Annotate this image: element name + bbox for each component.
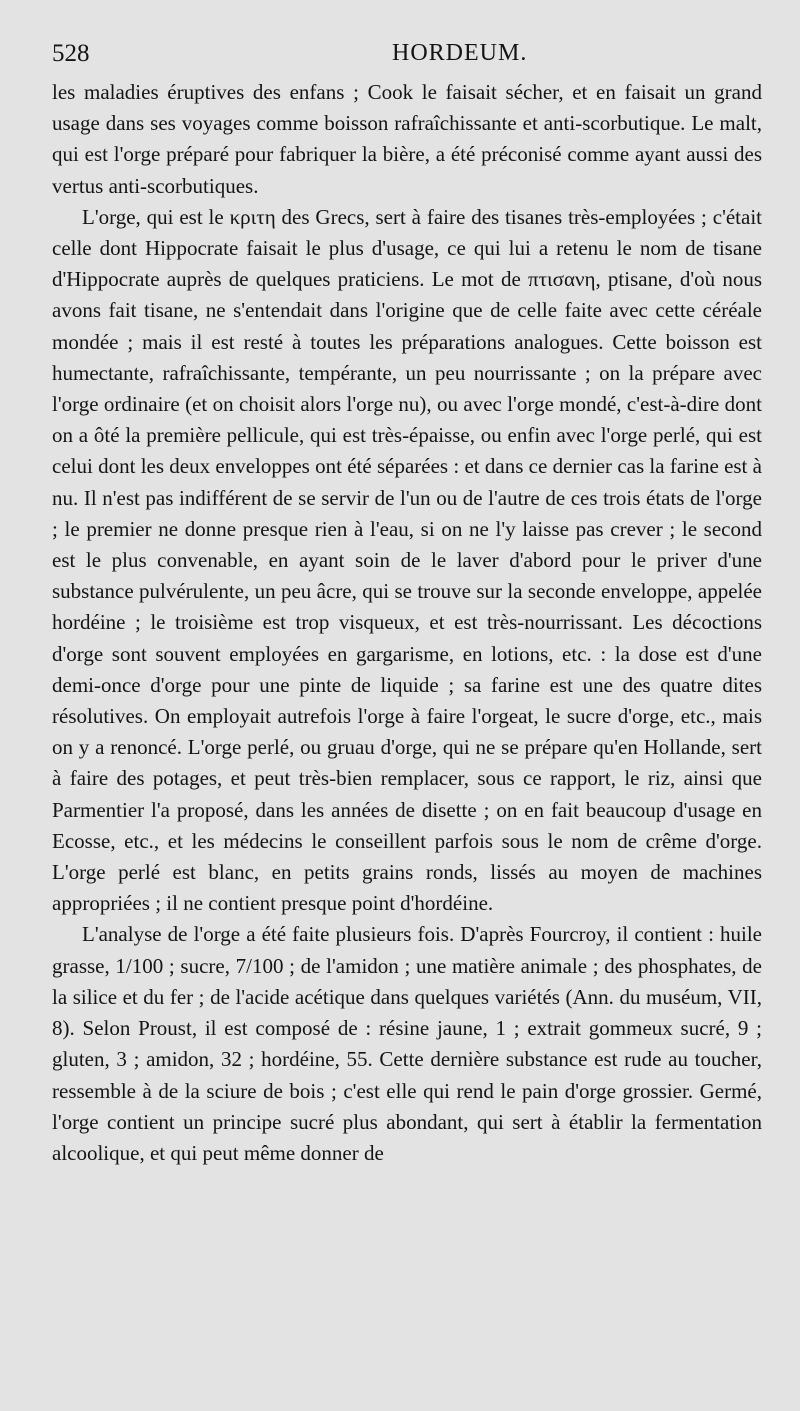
paragraph-continued: les maladies éruptives des enfans ; Cook le faisait sécher, et en faisait un grand usage dans ses voyages comme boisson rafraîchissante et anti-scorbutique. Le malt, qui est l'orge préparé pour fabriquer la bière, a été préconisé comme ayant aussi des vertus anti-scorbutiques. bbox=[52, 80, 762, 198]
body-text bbox=[52, 77, 762, 1169]
running-title: HORDEUM. bbox=[392, 40, 528, 66]
paragraph-analyse: L'analyse de l'orge a été faite plusieurs fois. D'après Fourcroy, il contient : huile grasse, 1/100 ; sucre, 7/100 ; de l'amidon ; une matière animale ; des phosphates, de la silice et du fer ; de l'acide acétique dans quelques variétés (Ann. du muséum, VII, 8). Selon Proust, il est composé de : résine jaune, 1 ; extrait gommeux sucré, 9 ; gluten, 3 ; amidon, 32 ; hordéine, 55. Cette dernière substance est rude au toucher, ressemble à de la sciure de bois ; c'est elle qui rend le pain d'orge grossier. Germé, l'orge contient un principe sucré plus abondant, qui sert à établir la fermentation alcoolique, et qui peut même donner de bbox=[52, 922, 762, 1165]
page-number: 528 bbox=[52, 40, 90, 67]
paragraph-orge-tisanes: L'orge, qui est le κριτη des Grecs, sert à faire des tisanes très-employées ; c'était celle dont Hippocrate faisait le plus d'usage, ce qui lui a retenu le nom de tisane d'Hippocrate auprès de quelques praticiens. Le mot de πτισανη, ptisane, d'où nous avons fait tisane, ne s'entendait dans l'origine que de celle faite avec cette céréale mondée ; mais il est resté à toutes les préparations analogues. Cette boisson est humectante, rafraîchissante, tempérante, un peu nourrissante ; on la prépare avec l'orge ordinaire (et on choisit alors l'orge nu), ou avec l'orge mondé, c'est-à-dire dont on a ôté la première pellicule, qui est très-épaisse, ou enfin avec l'orge perlé, qui est celui dont les deux enveloppes ont été séparées : et dans ce dernier cas la farine est à nu. Il n'est pas indifférent de se servir de l'un ou de l'autre de ces trois états de l'orge ; le premier ne donne presque rien à l'eau, si on ne l'y laisse pas crever ; le second est le plus convenable, en ayant soin de le laver d'abord pour le priver d'une substance pulvérulente, un peu âcre, qui se trouve sur la seconde enveloppe, appelée hordéine ; le troisième est trop visqueux, et est très-nourrissant. Les décoctions d'orge sont souvent employées en gargarisme, en lotions, etc. : la dose est d'une demi-once d'orge pour une pinte de liquide ; sa farine est une des quatre dites résolutives. On employait autrefois l'orge à faire l'orgeat, le sucre d'orge, etc., mais on y a renoncé. L'orge perlé, ou gruau d'orge, qui ne se prépare qu'en Hollande, sert à faire des potages, et peut très-bien remplacer, sous ce rapport, le riz, ainsi que Parmentier l'a proposé, dans les années de disette ; on en fait beaucoup d'usage en Ecosse, etc., et les médecins le conseillent parfois sous le nom de crême d'orge. L'orge perlé est blanc, en petits grains ronds, lissés au moyen de machines appropriées ; il ne contient presque point d'hordéine. bbox=[52, 204, 762, 916]
page-header bbox=[52, 40, 760, 74]
